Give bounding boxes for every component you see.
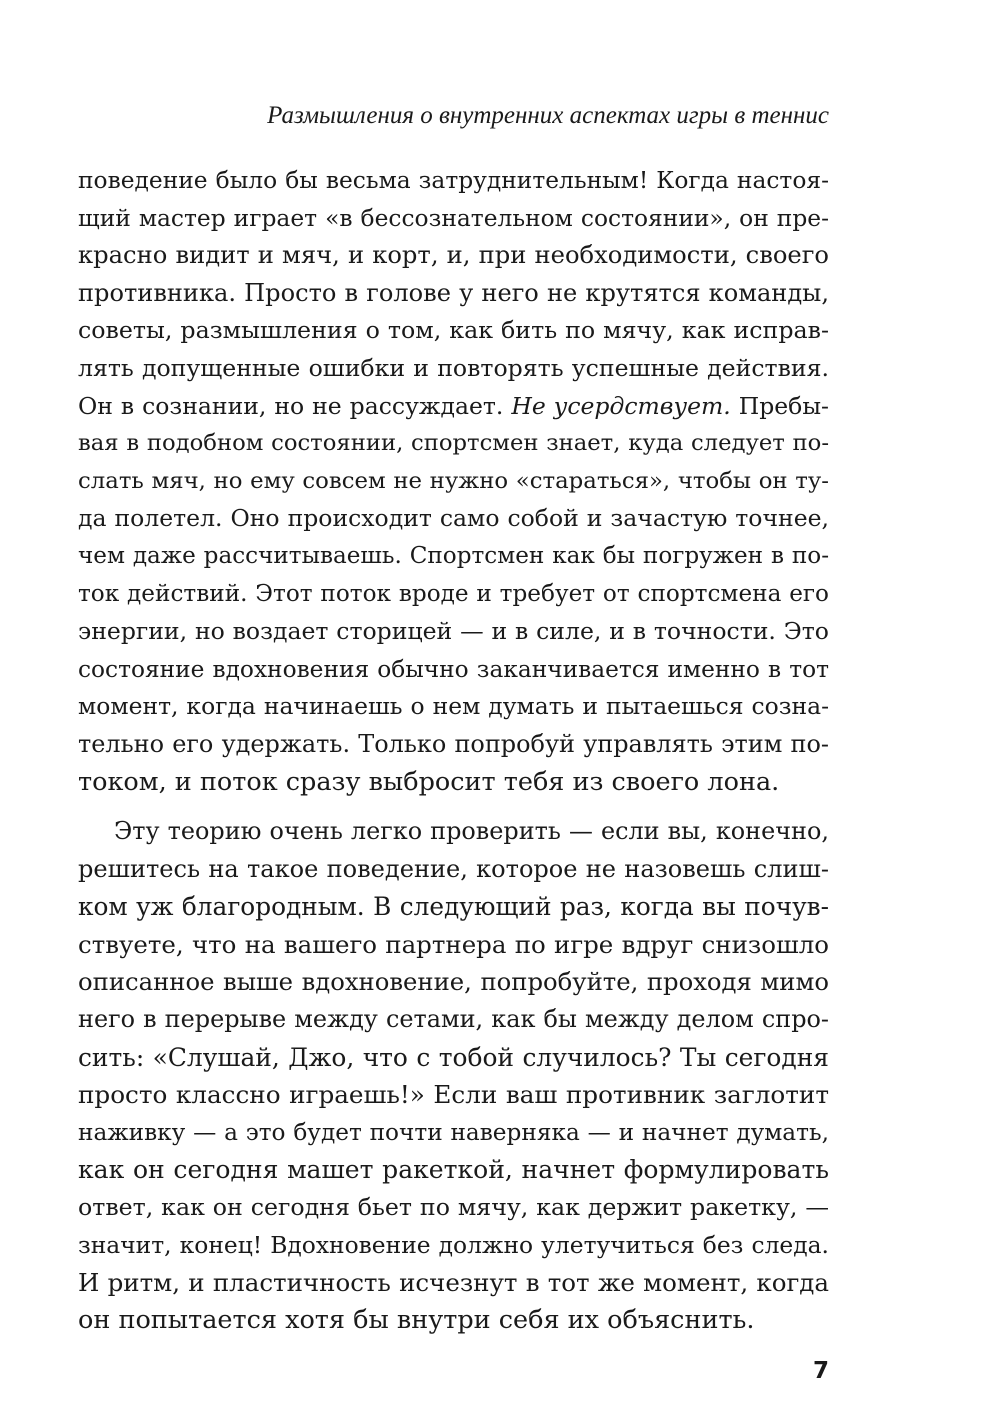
- text-line: Эту теорию очень легко проверить — если вы, конечно,: [114, 817, 829, 846]
- text-line-with-emphasis: [78, 388, 829, 426]
- text-line: поведение было бы весьма затруднительным! Когда настоя-: [78, 166, 829, 194]
- text-line: наживку — а это будет почти наверняка — и начнет думать,: [78, 1118, 829, 1146]
- text-line: И ритм, и пластичность исчезнут в тот же момент, когда: [78, 1268, 829, 1298]
- text-line: энергии, но воздает сторицей — и в силе, и в точности. Это: [78, 617, 829, 646]
- text-line: ком уж благородным. В следующий раз, когда вы почув-: [78, 892, 829, 922]
- text-line: да полетел. Оно происходит само собой и зачастую точнее,: [78, 504, 829, 533]
- text-line: просто классно играешь!» Если ваш противник заглотит: [78, 1080, 829, 1110]
- text-line: сить: «Слушай, Джо, что с тобой случилось? Ты сегодня: [78, 1042, 829, 1072]
- text-line: описанное выше вдохновение, попробуйте, проходя мимо: [78, 967, 829, 997]
- text-line: решитесь на такое поведение, которое не назовешь слиш-: [78, 854, 829, 883]
- text-line: ток действий. Этот поток вроде и требует от спортсмена его: [78, 580, 829, 607]
- text-segment: Пребы-: [730, 391, 829, 420]
- text-line: вая в подобном состоянии, спортсмен знает, куда следует по-: [78, 430, 829, 457]
- paragraph-1: [78, 162, 829, 801]
- text-line: состояние вдохновения обычно заканчивается именно в тот: [78, 655, 829, 683]
- text-line: ответ, как он сегодня бьет по мячу, как держит ракетку, —: [78, 1193, 829, 1222]
- text-line: советы, размышления о том, как бить по мячу, как исправ-: [78, 316, 829, 345]
- text-line: красно видит и мяч, и корт, и, при необходимости, своего: [78, 241, 829, 270]
- page-number: 7: [812, 1358, 829, 1384]
- text-line: щий мастер играет «в бессознательном состоянии», он пре-: [78, 203, 829, 232]
- text-line: лять допущенные ошибки и повторять успешные действия.: [78, 353, 829, 382]
- text-line: момент, когда начинаешь о нем думать и пытаешься созна-: [78, 692, 829, 721]
- text-line: как он сегодня машет ракеткой, начнет формулировать: [78, 1155, 829, 1185]
- text-line: противника. Просто в голове у него не крутятся команды,: [78, 278, 829, 307]
- text-line: ствуете, что на вашего партнера по игре вдруг снизошло: [78, 929, 829, 959]
- italic-emphasis: Не усердствует.: [511, 391, 731, 420]
- text-line: он попытается хотя бы внутри себя их объяснить.: [78, 1304, 755, 1335]
- running-head: Размышления о внутренних аспектах игры в теннис: [267, 102, 829, 129]
- text-line: током, и поток сразу выбросит тебя из своего лона.: [78, 766, 780, 797]
- text-line: тельно его удержать. Только попробуй управлять этим по-: [78, 729, 829, 758]
- text-line: чем даже рассчитываешь. Спортсмен как бы погружен в по-: [78, 542, 829, 569]
- text-line: него в перерыве между сетами, как бы между делом спро-: [78, 1005, 829, 1034]
- text-line: значит, конец! Вдохновение должно улетучиться без следа.: [78, 1230, 829, 1259]
- paragraph-2: [78, 813, 829, 1339]
- paragraph-spacer: [78, 801, 829, 813]
- text-segment: Он в сознании, но не рассуждает.: [78, 391, 512, 420]
- body-text: [78, 162, 829, 1339]
- text-line: слать мяч, но ему совсем не нужно «стараться», чтобы он ту-: [78, 467, 829, 494]
